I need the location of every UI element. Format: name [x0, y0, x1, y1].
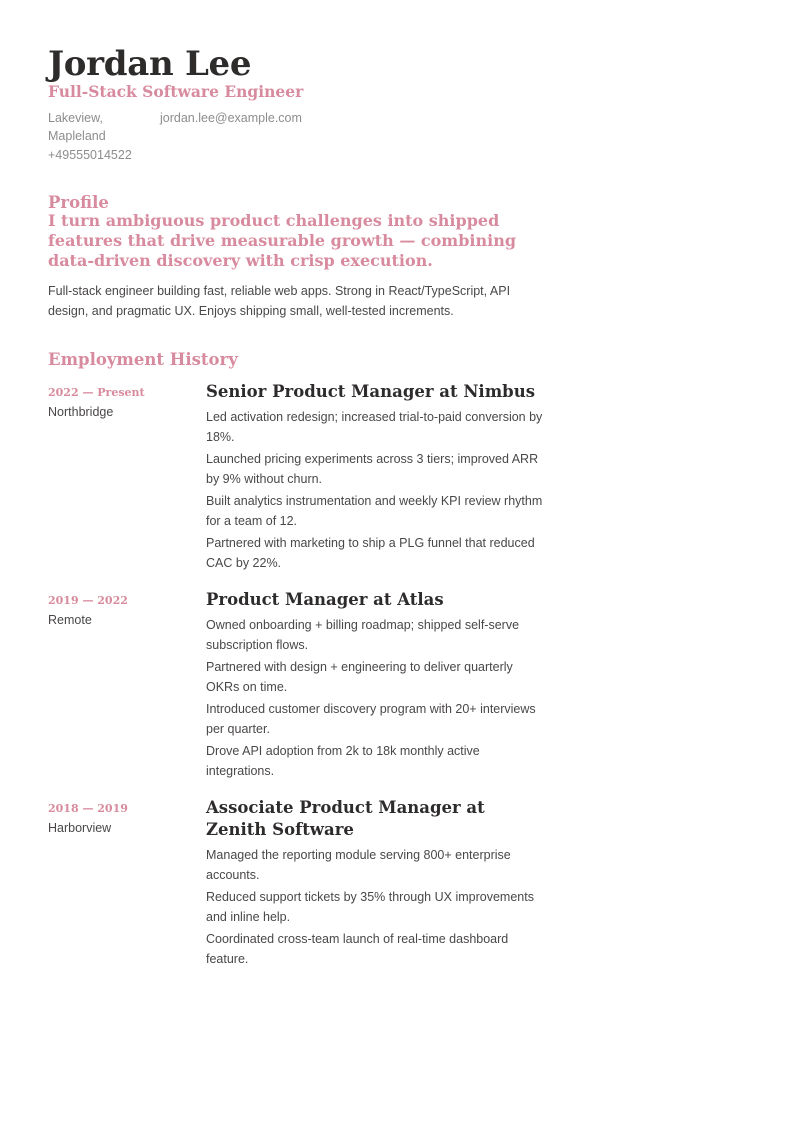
job-heading: Product Manager at Atlas	[206, 590, 444, 609]
job-dates: 2022 — Present	[48, 386, 145, 399]
job-bullets	[206, 846, 544, 969]
job-bullet: Managed the reporting module serving 800+ enterprise accounts.	[206, 848, 511, 882]
job-dates: 2018 — 2019	[48, 802, 128, 815]
job-meta	[48, 386, 188, 420]
profile-summary: Full-stack engineer building fast, reliable web apps. Strong in React/TypeScript, API design, and pragmatic UX. Enjoys shipping small, well-tested increments.	[48, 284, 511, 318]
job-bullet: Reduced support tickets by 35% through UX improvements and inline help.	[206, 890, 534, 924]
job-bullet: Coordinated cross-team launch of real-time dashboard feature.	[206, 932, 509, 966]
job-entry	[206, 381, 544, 576]
job-entry	[206, 797, 544, 972]
job-dates: 2019 — 2022	[48, 594, 128, 607]
job-location: Harborview	[48, 821, 112, 835]
job-bullet: Partnered with design + engineering to deliver quarterly OKRs on time.	[206, 660, 513, 694]
candidate-title: Full-Stack Software Engineer	[48, 82, 304, 101]
job-bullet: Built analytics instrumentation and weekly KPI review rhythm for a team of 12.	[206, 494, 543, 528]
job-meta	[48, 594, 188, 628]
job-heading: Senior Product Manager at Nimbus	[206, 382, 535, 401]
profile-heading: Profile	[48, 193, 109, 212]
contact-location: Lakeview, Mapleland	[48, 111, 106, 143]
job-bullet: Launched pricing experiments across 3 tiers; improved ARR by 9% without churn.	[206, 452, 539, 486]
employment-heading: Employment History	[48, 350, 238, 369]
job-location: Northbridge	[48, 405, 114, 419]
job-bullets	[206, 408, 544, 573]
job-meta	[48, 802, 188, 836]
job-bullet: Owned onboarding + billing roadmap; shipped self-serve subscription flows.	[206, 618, 520, 652]
contact-email[interactable]: jordan.lee@example.com	[160, 111, 302, 125]
job-entry	[206, 589, 544, 784]
contact-phone[interactable]: +49555014522	[48, 148, 132, 162]
job-bullets	[206, 616, 544, 781]
job-bullet: Drove API adoption from 2k to 18k monthly active integrations.	[206, 744, 480, 778]
job-location: Remote	[48, 613, 92, 627]
job-bullet: Led activation redesign; increased trial-to-paid conversion by 18%.	[206, 410, 543, 444]
candidate-name: Jordan Lee	[48, 44, 252, 84]
job-heading: Associate Product Manager at Zenith Software	[206, 798, 485, 839]
job-bullet: Partnered with marketing to ship a PLG funnel that reduced CAC by 22%.	[206, 536, 535, 570]
job-bullet: Introduced customer discovery program with 20+ interviews per quarter.	[206, 702, 536, 736]
profile-tagline: I turn ambiguous product challenges into shipped features that drive measurable growth — combining data-driven discovery with crisp execution.	[48, 211, 517, 270]
